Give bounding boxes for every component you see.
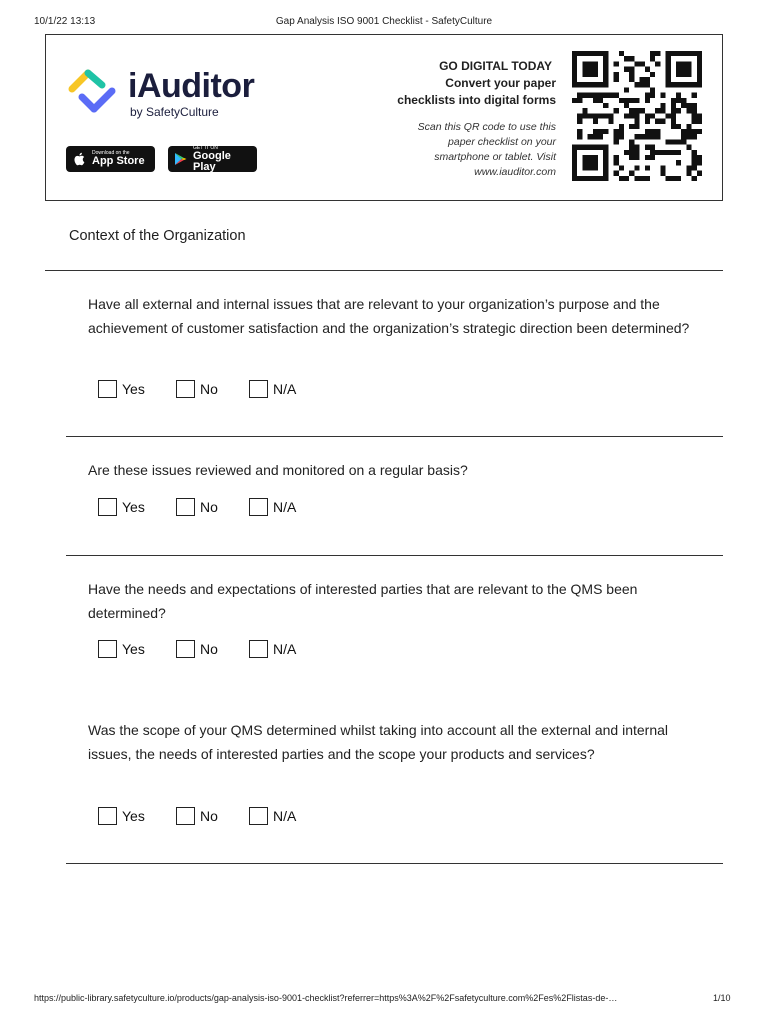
print-url: https://public-library.safetyculture.io/products/gap-analysis-iso-9001-checklist?referrer=https%3A%2F%2Fsafetyculture.com%2Fes%2Flistas-de-…: [34, 993, 618, 1003]
question-text: Was the scope of your QMS determined whilst taking into account all the external and internal issues, the needs of interested parties and the scope your products and services?: [88, 722, 669, 762]
option-yes[interactable]: [98, 498, 145, 516]
yes-checkbox[interactable]: [98, 807, 117, 825]
option-label: Yes: [122, 641, 145, 657]
option-yes[interactable]: [98, 640, 145, 658]
app-store-label: App Store: [92, 155, 145, 167]
option-no[interactable]: [176, 807, 218, 825]
option-label: Yes: [122, 499, 145, 515]
qr-note-line: Scan this QR code to use this: [417, 121, 556, 133]
google-play-label: Google Play: [193, 149, 231, 173]
na-checkbox[interactable]: [249, 498, 268, 516]
promo-heading: GO DIGITAL TODAY: [439, 59, 552, 73]
qr-note-line: paper checklist on your: [448, 136, 556, 148]
iauditor-logo-icon: [66, 67, 122, 123]
qr-note-line: smartphone or tablet. Visit: [434, 151, 556, 163]
option-na[interactable]: [249, 807, 296, 825]
option-no[interactable]: [176, 498, 218, 516]
google-play-icon: [174, 151, 187, 167]
option-label: Yes: [122, 808, 145, 824]
no-checkbox[interactable]: [176, 380, 195, 398]
no-checkbox[interactable]: [176, 807, 195, 825]
qr-note: [356, 120, 556, 180]
app-store-button[interactable]: [66, 146, 155, 172]
question-divider: [66, 863, 723, 864]
yes-checkbox[interactable]: [98, 380, 117, 398]
option-label: No: [200, 808, 218, 824]
na-checkbox[interactable]: [249, 807, 268, 825]
page-number: 1/10: [713, 993, 731, 1003]
logo-wordmark: iAuditor: [128, 67, 255, 105]
option-label: N/A: [273, 808, 297, 824]
iauditor-logo: [66, 67, 306, 123]
option-na[interactable]: [249, 640, 296, 658]
question-divider: [66, 555, 723, 556]
qr-code-icon[interactable]: [570, 51, 704, 181]
question-text: Have all external and internal issues that are relevant to your organization’s purpose and the achievement of customer satisfaction and the organization’s strategic direction been determined?: [88, 296, 690, 336]
option-no[interactable]: [176, 640, 218, 658]
print-title: Gap Analysis ISO 9001 Checklist - SafetyCulture: [275, 16, 493, 27]
option-label: No: [200, 641, 218, 657]
question-divider: [66, 436, 723, 437]
no-checkbox[interactable]: [176, 640, 195, 658]
section-title: Context of the Organization: [69, 228, 246, 244]
option-label: N/A: [273, 641, 297, 657]
option-label: Yes: [122, 381, 145, 397]
promo-line-1: Convert your paper: [445, 76, 556, 90]
option-yes[interactable]: [98, 380, 145, 398]
na-checkbox[interactable]: [249, 380, 268, 398]
promo-line-2: checklists into digital forms: [397, 93, 556, 107]
apple-icon: [72, 151, 86, 167]
print-header: [0, 16, 768, 30]
option-no[interactable]: [176, 380, 218, 398]
print-date: 10/1/22 13:13: [34, 16, 96, 27]
promo-text: [356, 57, 556, 180]
option-label: No: [200, 381, 218, 397]
question-text: Have the needs and expectations of interested parties that are relevant to the QMS been determined?: [88, 581, 638, 621]
option-na[interactable]: [249, 498, 296, 516]
question-text: Are these issues reviewed and monitored on a regular basis?: [88, 462, 468, 478]
yes-checkbox[interactable]: [98, 498, 117, 516]
section-divider: [45, 270, 723, 271]
no-checkbox[interactable]: [176, 498, 195, 516]
logo-subtitle: by SafetyCulture: [130, 105, 219, 119]
na-checkbox[interactable]: [249, 640, 268, 658]
option-label: No: [200, 499, 218, 515]
option-na[interactable]: [249, 380, 296, 398]
qr-note-line: www.iauditor.com: [474, 166, 556, 178]
google-play-button[interactable]: [168, 146, 257, 172]
google-play-small-label: GET IT ON: [193, 144, 218, 151]
iauditor-banner: [45, 34, 723, 201]
yes-checkbox[interactable]: [98, 640, 117, 658]
app-store-small-label: Download on the: [92, 150, 130, 156]
option-label: N/A: [273, 499, 297, 515]
option-label: N/A: [273, 381, 297, 397]
option-yes[interactable]: [98, 807, 145, 825]
